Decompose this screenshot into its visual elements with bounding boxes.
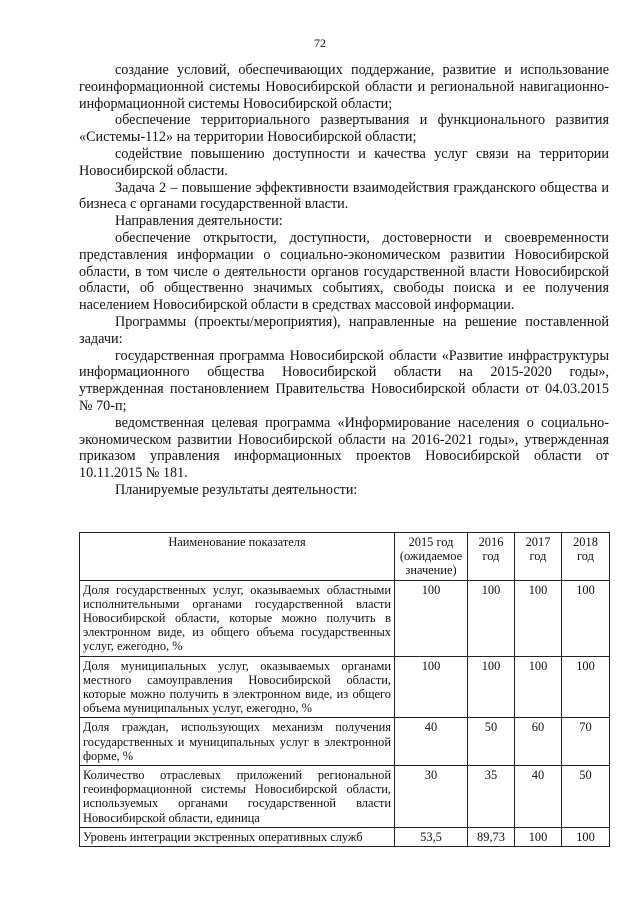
paragraph: обеспечение открытости, доступности, достоверности и своевременности представления информации о социально-экономическом развитии Новосибирской области, в том числе о деятельности органов государственной власти Новосибирской области, об общественно значимых событиях, свободы поиска и ее получения населением Новосибирской области в средствах массовой информации. [79,229,609,314]
table-row [80,580,610,656]
table-row [80,718,610,766]
value-2017: 100 [515,827,562,846]
value-2017: 100 [515,580,562,656]
value-2016: 35 [468,766,515,828]
value-2017: 40 [515,766,562,828]
column-header: 2015 год (ожидаемое значение) [395,533,468,581]
value-2017: 100 [515,656,562,718]
paragraph: Направления деятельности: [115,213,283,230]
column-header: 2017 год [515,533,562,581]
column-header: 2016 год [468,533,515,581]
table-row [80,656,610,718]
indicator-name: Уровень интеграции экстренных оперативных служб [80,827,395,846]
table-row [80,766,610,828]
paragraph: обеспечение территориального развертывания и функционального развития «Системы-112» на территории Новосибирской области; [79,112,609,146]
results-table [79,532,610,847]
value-2016: 100 [468,580,515,656]
indicator-name: Доля граждан, использующих механизм получения государственных и муниципальных услуг в электронной форме, % [80,718,395,766]
value-2017: 60 [515,718,562,766]
paragraph: Планируемые результаты деятельности: [115,481,358,498]
value-2018: 100 [562,827,610,846]
paragraph: создание условий, обеспечивающих поддержание, развитие и использование геоинформационной системы Новосибирской области и региональной навигационно-информационной системы Новосибирской области; [79,62,609,112]
paragraph: Программы (проекты/мероприятия), направленные на решение поставленной задачи: [79,313,609,347]
value-2018: 100 [562,580,610,656]
value-2016: 89,73 [468,827,515,846]
value-2018: 70 [562,718,610,766]
value-2015: 30 [395,766,468,828]
value-2015: 40 [395,718,468,766]
paragraph: содействие повышению доступности и качества услуг связи на территории Новосибирской области. [79,145,609,179]
indicator-name: Доля государственных услуг, оказываемых областными исполнительными органами государственной власти Новосибирской области, которые можно получить в электронном виде, из общего объема государственных услуг, ежегодно, % [80,580,395,656]
column-header: Наименование показателя [80,533,395,581]
indicator-name: Доля муниципальных услуг, оказываемых органами местного самоуправления Новосибирской области, которые можно получить в электронном виде, из общего объема муниципальных услуг, ежегодно, % [80,656,395,718]
column-header: 2018 год [562,533,610,581]
value-2015: 100 [395,656,468,718]
table-row [80,827,610,846]
indicator-name: Количество отраслевых приложений региональной геоинформационной системы Новосибирской области, используемых органами государственной власти Новосибирской области, единица [80,766,395,828]
document-body [79,62,609,499]
page-number: 72 [314,36,326,50]
table-header-row [80,533,610,581]
paragraph: Задача 2 – повышение эффективности взаимодействия гражданского общества и бизнеса с органами государственной власти. [79,179,609,213]
value-2015: 53,5 [395,827,468,846]
value-2018: 50 [562,766,610,828]
value-2018: 100 [562,656,610,718]
value-2016: 100 [468,656,515,718]
value-2015: 100 [395,580,468,656]
value-2016: 50 [468,718,515,766]
paragraph: государственная программа Новосибирской области «Развитие инфраструктуры информационного общества Новосибирской области на 2015-2020 годы», утвержденная постановлением Правительства Новосибирской области от 04.03.2015 № 70-п; [79,347,609,414]
paragraph: ведомственная целевая программа «Информирование населения о социально-экономическом развитии Новосибирской области на 2016-2021 годы», утвержденная приказом управления информационных проектов Новосибирской области от 10.11.2015 № 181. [79,414,609,482]
